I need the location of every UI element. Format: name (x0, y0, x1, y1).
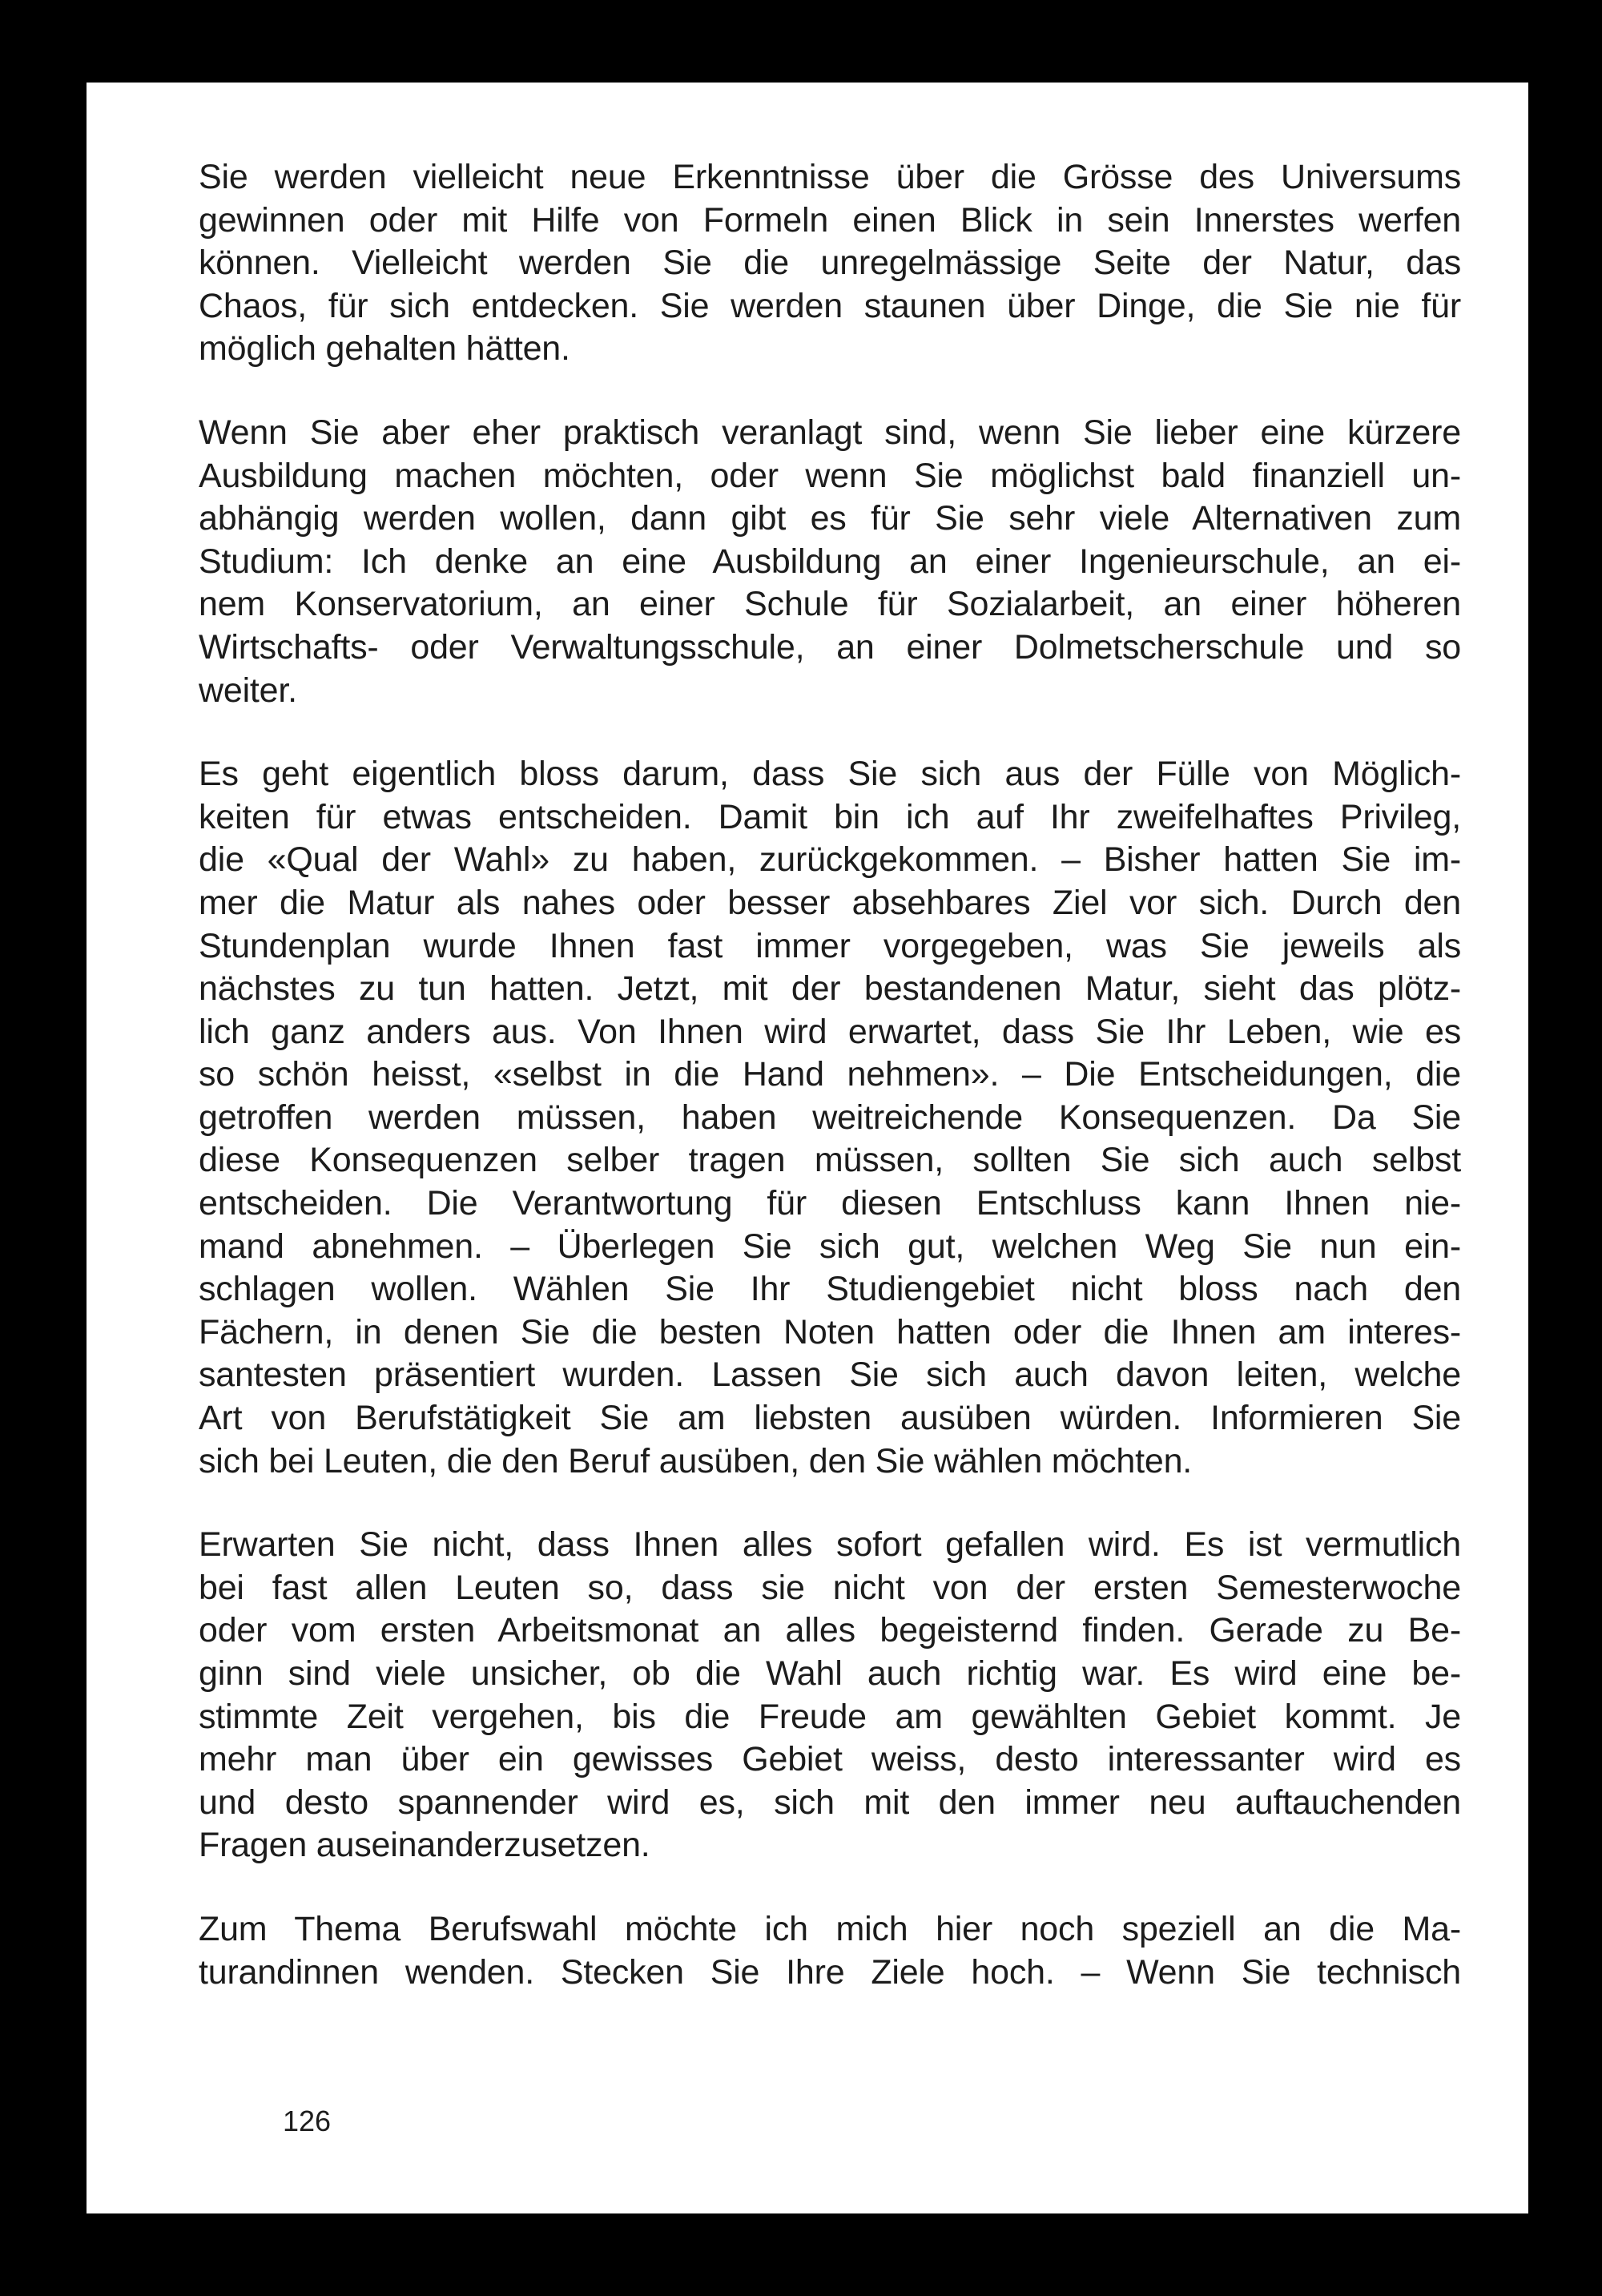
page-number: 126 (283, 2105, 332, 2137)
text-line: mand abnehmen. – Überlegen Sie sich gut, welchen Weg Sie nun ein- (199, 1227, 1461, 1266)
text-line: keiten für etwas entscheiden. Damit bin ich auf Ihr zweifelhaftes Privileg, (199, 797, 1461, 836)
text-line: Fragen auseinanderzusetzen. (199, 1826, 650, 1865)
paragraph (199, 1524, 1461, 1867)
text-line: entscheiden. Die Verantwortung für diesen Entschluss kann Ihnen nie- (199, 1184, 1461, 1223)
text-line: schlagen wollen. Wählen Sie Ihr Studiengebiet nicht bloss nach den (199, 1270, 1461, 1309)
text-line: Stundenplan wurde Ihnen fast immer vorgegeben, was Sie jeweils als (199, 926, 1461, 965)
text-line: sich bei Leuten, die den Beruf ausüben, den Sie wählen möchten. (199, 1441, 1193, 1480)
text-line: möglich gehalten hätten. (199, 329, 570, 369)
text-line: Fächern, in denen Sie die besten Noten hatten oder die Ihnen am interes- (199, 1312, 1461, 1351)
text-line: mehr man über ein gewisses Gebiet weiss, desto interessanter wird es (199, 1740, 1461, 1779)
text-line: lich ganz anders aus. Von Ihnen wird erwartet, dass Sie Ihr Leben, wie es (199, 1012, 1461, 1051)
text-line: mer die Matur als nahes oder besser absehbares Ziel vor sich. Durch den (199, 883, 1461, 922)
text-line: Erwarten Sie nicht, dass Ihnen alles sofort gefallen wird. Es ist vermutlich (199, 1525, 1461, 1565)
text-line: Art von Berufstätigkeit Sie am liebsten ausüben würden. Informieren Sie (199, 1399, 1461, 1438)
text-line: gewinnen oder mit Hilfe von Formeln einen Blick in sein Innerstes werfen (199, 200, 1461, 240)
text-line: weiter. (199, 671, 297, 710)
text-line: diese Konsequenzen selber tragen müssen, sollten Sie sich auch selbst (199, 1141, 1461, 1180)
text-line: und desto spannender wird es, sich mit den immer neu auftauchenden (199, 1782, 1461, 1822)
text-line: Wirtschafts- oder Verwaltungsschule, an einer Dolmetscherschule und so (199, 627, 1461, 667)
paragraph (199, 753, 1461, 1483)
paragraph (199, 156, 1461, 371)
paragraph (199, 412, 1461, 712)
text-line: oder vom ersten Arbeitsmonat an alles begeisternd finden. Gerade zu Be- (199, 1611, 1461, 1650)
text-line: so schön heisst, «selbst in die Hand nehmen». – Die Entscheidungen, die (199, 1055, 1461, 1094)
text-line: santesten präsentiert wurden. Lassen Sie sich auch davon leiten, welche (199, 1355, 1461, 1395)
text-line: Es geht eigentlich bloss darum, dass Sie sich aus der Fülle von Möglich- (199, 755, 1461, 794)
text-line: Zum Thema Berufswahl möchte ich mich hier noch speziell an die Ma- (199, 1909, 1461, 1948)
text-line: getroffen werden müssen, haben weitreichende Konsequenzen. Da Sie (199, 1098, 1461, 1137)
text-block (199, 156, 1461, 2035)
paragraph (199, 1908, 1461, 1994)
text-line: stimmte Zeit vergehen, bis die Freude am gewählten Gebiet kommt. Je (199, 1697, 1461, 1736)
text-line: Chaos, für sich entdecken. Sie werden staunen über Dinge, die Sie nie für (199, 286, 1461, 325)
text-line: können. Vielleicht werden Sie die unregelmässige Seite der Natur, das (199, 244, 1461, 283)
text-line: Wenn Sie aber eher praktisch veranlagt sind, wenn Sie lieber eine kürzere (199, 413, 1461, 452)
text-line: bei fast allen Leuten so, dass sie nicht von der ersten Semesterwoche (199, 1568, 1461, 1607)
text-line: Studium: Ich denke an eine Ausbildung an einer Ingenieurschule, an ei- (199, 542, 1461, 581)
text-line: turandinnen wenden. Stecken Sie Ihre Ziele hoch. – Wenn Sie technisch (199, 1952, 1461, 1992)
text-line: Ausbildung machen möchten, oder wenn Sie möglichst bald finanziell un- (199, 456, 1461, 495)
text-line: ginn sind viele unsicher, ob die Wahl auch richtig war. Es wird eine be- (199, 1654, 1461, 1693)
text-line: nächstes zu tun hatten. Jetzt, mit der bestandenen Matur, sieht das plötz- (199, 969, 1461, 1009)
text-line: die «Qual der Wahl» zu haben, zurückgekommen. – Bisher hatten Sie im- (199, 840, 1461, 880)
text-line: Sie werden vielleicht neue Erkenntnisse über die Grösse des Universums (199, 158, 1461, 196)
text-line: abhängig werden wollen, dann gibt es für Sie sehr viele Alternativen zum (199, 499, 1461, 538)
text-line: nem Konservatorium, an einer Schule für Sozialarbeit, an einer höheren (199, 585, 1461, 624)
